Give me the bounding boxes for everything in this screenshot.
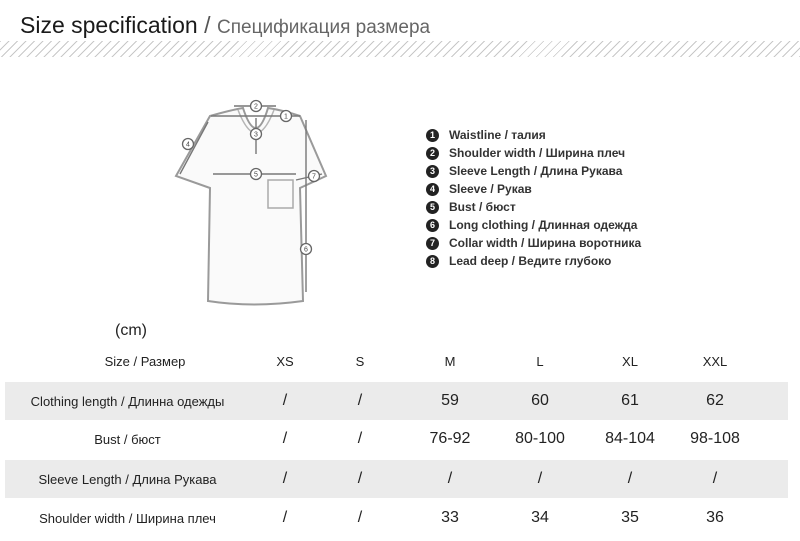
header-cell-s: S [355, 353, 365, 369]
legend-text: Shoulder width / Ширина плеч [449, 146, 626, 160]
table-cell: / [357, 470, 363, 487]
legend-number-icon: 7 [426, 237, 439, 250]
legend-item [426, 216, 641, 234]
table-cell: 61 [621, 392, 639, 409]
legend-item [426, 126, 641, 144]
table-cell: 33 [441, 509, 459, 526]
table-cell: 84-104 [605, 430, 655, 447]
header-cell-xs: XS [276, 353, 294, 369]
table-row [5, 460, 788, 498]
legend-text: Sleeve / Рукав [449, 182, 532, 196]
row-label: Sleeve Length / Длина Рукава [38, 471, 217, 487]
table-cell: / [282, 392, 288, 409]
table-cell: / [357, 509, 363, 526]
legend-item [426, 144, 641, 162]
table-header-row [5, 342, 788, 380]
header-cell-m: M [444, 353, 456, 369]
table-cell: / [357, 430, 363, 447]
legend-item [426, 252, 641, 270]
marker-2-label: 2 [254, 103, 258, 111]
table-cell: 34 [531, 509, 549, 526]
title-russian: Спецификация размера [217, 17, 431, 38]
tshirt-diagram [168, 96, 338, 306]
table-cell: 36 [706, 509, 724, 526]
table-cell: / [712, 470, 718, 487]
legend-text: Waistline / талия [449, 128, 546, 142]
marker-7-label: 7 [312, 173, 316, 181]
table-cell: 76-92 [429, 430, 471, 447]
table-row [5, 382, 788, 420]
row-label: Bust / бюст [94, 431, 161, 447]
legend-text: Bust / бюст [449, 200, 516, 214]
legend-number-icon: 2 [426, 147, 439, 160]
row-label: Clothing length / Длинна одежды [30, 393, 225, 409]
legend-item [426, 234, 641, 252]
marker-3-label: 3 [254, 131, 258, 139]
table-cell: 60 [531, 392, 549, 409]
legend-number-icon: 3 [426, 165, 439, 178]
header-cell-xxl: XXL [702, 353, 728, 369]
table-cell: / [357, 392, 363, 409]
table-cell: 35 [621, 509, 639, 526]
table-cell: / [282, 509, 288, 526]
page-header [20, 8, 430, 42]
title-separator: / [204, 12, 211, 38]
header-cell-l: L [536, 353, 544, 369]
table-cell: / [447, 470, 453, 487]
table-cell: / [627, 470, 633, 487]
header-cell-xl: XL [622, 353, 638, 369]
unit-label: (cm) [115, 322, 147, 339]
table-cell: / [282, 430, 288, 447]
measurement-legend [426, 126, 641, 270]
legend-text: Sleeve Length / Длина Рукава [449, 164, 623, 178]
table-cell: 59 [441, 392, 459, 409]
legend-number-icon: 4 [426, 183, 439, 196]
table-cell: 80-100 [515, 430, 565, 447]
legend-text: Long clothing / Длинная одежда [449, 218, 638, 232]
table-cell: / [282, 470, 288, 487]
marker-5-label: 5 [254, 171, 258, 179]
row-label: Shoulder width / Ширина плеч [39, 510, 216, 526]
table-row [5, 420, 788, 458]
hatched-divider [0, 41, 800, 57]
legend-number-icon: 8 [426, 255, 439, 268]
table-cell: 62 [706, 392, 724, 409]
marker-6-label: 6 [304, 246, 308, 254]
legend-item [426, 198, 641, 216]
table-row [5, 499, 788, 537]
header-cell-size: Size / Размер [104, 353, 186, 369]
table-cell: / [537, 470, 543, 487]
marker-1-label: 1 [284, 113, 288, 121]
legend-number-icon: 5 [426, 201, 439, 214]
marker-4-label: 4 [186, 141, 190, 149]
legend-text: Lead deep / Ведите глубоко [449, 254, 612, 268]
title-english: Size specification [20, 12, 198, 38]
legend-text: Collar width / Ширина воротника [449, 236, 642, 250]
legend-number-icon: 1 [426, 129, 439, 142]
legend-item [426, 162, 641, 180]
table-cell: 98-108 [690, 430, 740, 447]
legend-item [426, 180, 641, 198]
legend-number-icon: 6 [426, 219, 439, 232]
